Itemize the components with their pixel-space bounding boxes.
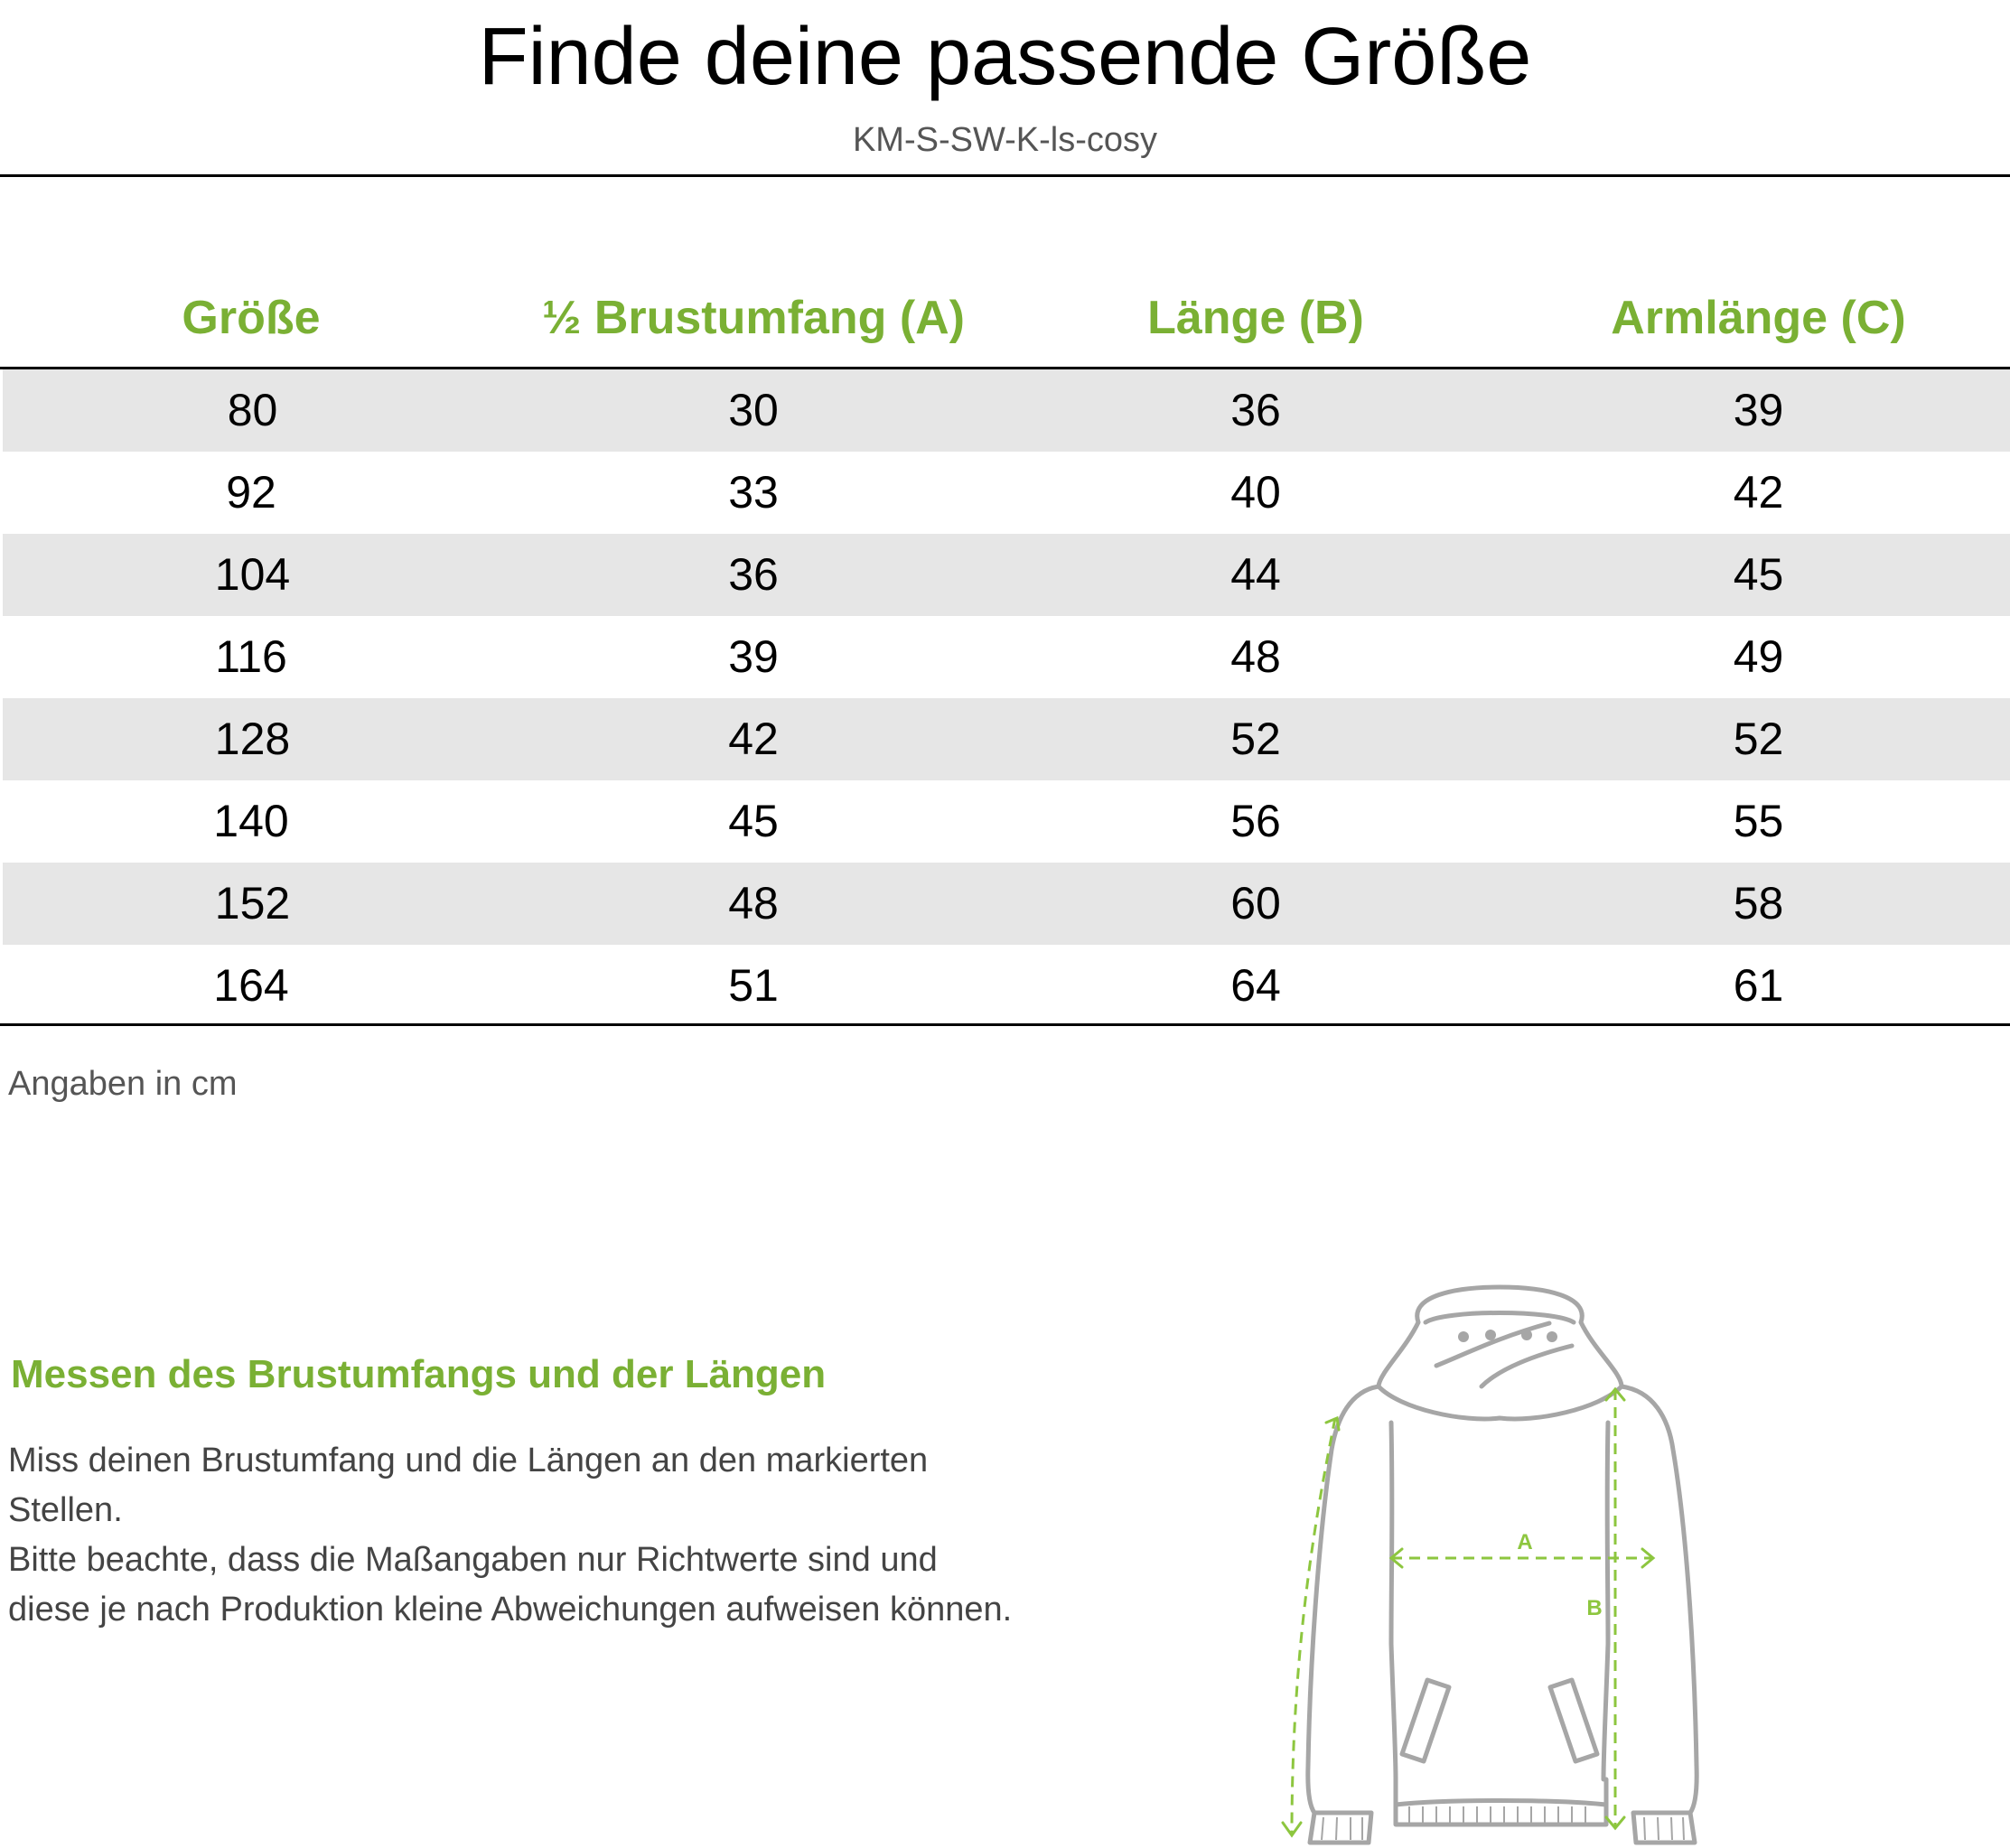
table-bottom-divider [0,1023,2010,1026]
cell-size: 80 [227,385,278,435]
table-row [3,698,2010,780]
table-row [0,616,2010,698]
cell-chest: 45 [728,796,779,846]
cell-chest: 33 [728,467,779,518]
cell-sleeve: 42 [1733,467,1784,518]
column-header-size: Größe [182,292,321,344]
cell-size: 92 [226,467,276,518]
cell-sleeve: 58 [1733,878,1784,929]
table-row [3,369,2010,452]
table-row [3,863,2010,945]
cell-chest: 48 [728,878,779,929]
cell-sleeve: 52 [1733,714,1784,764]
cell-length: 40 [1230,467,1281,518]
cell-chest: 30 [728,385,779,435]
cell-length: 36 [1230,385,1281,435]
column-header-sleeve: Armlänge (C) [1611,292,1906,344]
article-code: KM-S-SW-K-ls-cosy [852,121,1158,159]
cell-length: 56 [1230,796,1281,846]
cell-size: 128 [214,714,291,764]
arrow-down-icon [1283,1823,1301,1835]
cell-sleeve: 49 [1733,631,1784,682]
column-header-chest: ½ Brustumfang (A) [542,292,965,344]
cell-size: 152 [214,878,291,929]
label-b: B [1586,1596,1603,1620]
table-row [0,452,2010,534]
cell-chest: 39 [728,631,779,682]
cell-chest: 36 [728,549,779,600]
cell-length: 64 [1230,960,1281,1011]
measuring-instructions [8,1436,1029,1635]
hoodie-measurement-illustration [1265,1283,1734,1848]
table-row [3,534,2010,616]
table-row [0,780,2010,863]
cell-chest: 51 [728,960,779,1011]
cell-size: 104 [214,549,291,600]
table-row [0,945,2010,1027]
measuring-heading: Messen des Brustumfangs und der Längen [11,1352,827,1396]
label-a: A [1517,1530,1533,1554]
top-divider [0,174,2010,177]
cell-sleeve: 39 [1733,385,1784,435]
size-table-body [0,369,2010,1027]
hoodie-outline [1308,1287,1697,1843]
cell-sleeve: 61 [1733,960,1784,1011]
cell-size: 116 [215,631,287,682]
cell-chest: 42 [728,714,779,764]
cell-sleeve: 55 [1733,796,1784,846]
instruction-paragraph: Bitte beachte, dass die Maßangaben nur Richtwerte sind und diese je nach Produktion kleine Abweichungen aufweisen können. [8,1541,1013,1629]
size-table-header [0,282,2010,354]
unit-note: Angaben in cm [8,1065,238,1103]
instruction-paragraph: Miss deinen Brustumfang und die Längen an den markierten Stellen. [8,1442,929,1529]
cell-length: 52 [1230,714,1281,764]
cell-size: 164 [213,960,289,1011]
cell-length: 44 [1230,549,1281,600]
cell-length: 48 [1230,631,1281,682]
page-title: Finde deine passende Größe [478,12,1532,102]
cell-sleeve: 45 [1733,549,1784,600]
cell-length: 60 [1230,878,1281,929]
column-header-length: Länge (B) [1147,292,1364,344]
cell-size: 140 [213,796,289,846]
